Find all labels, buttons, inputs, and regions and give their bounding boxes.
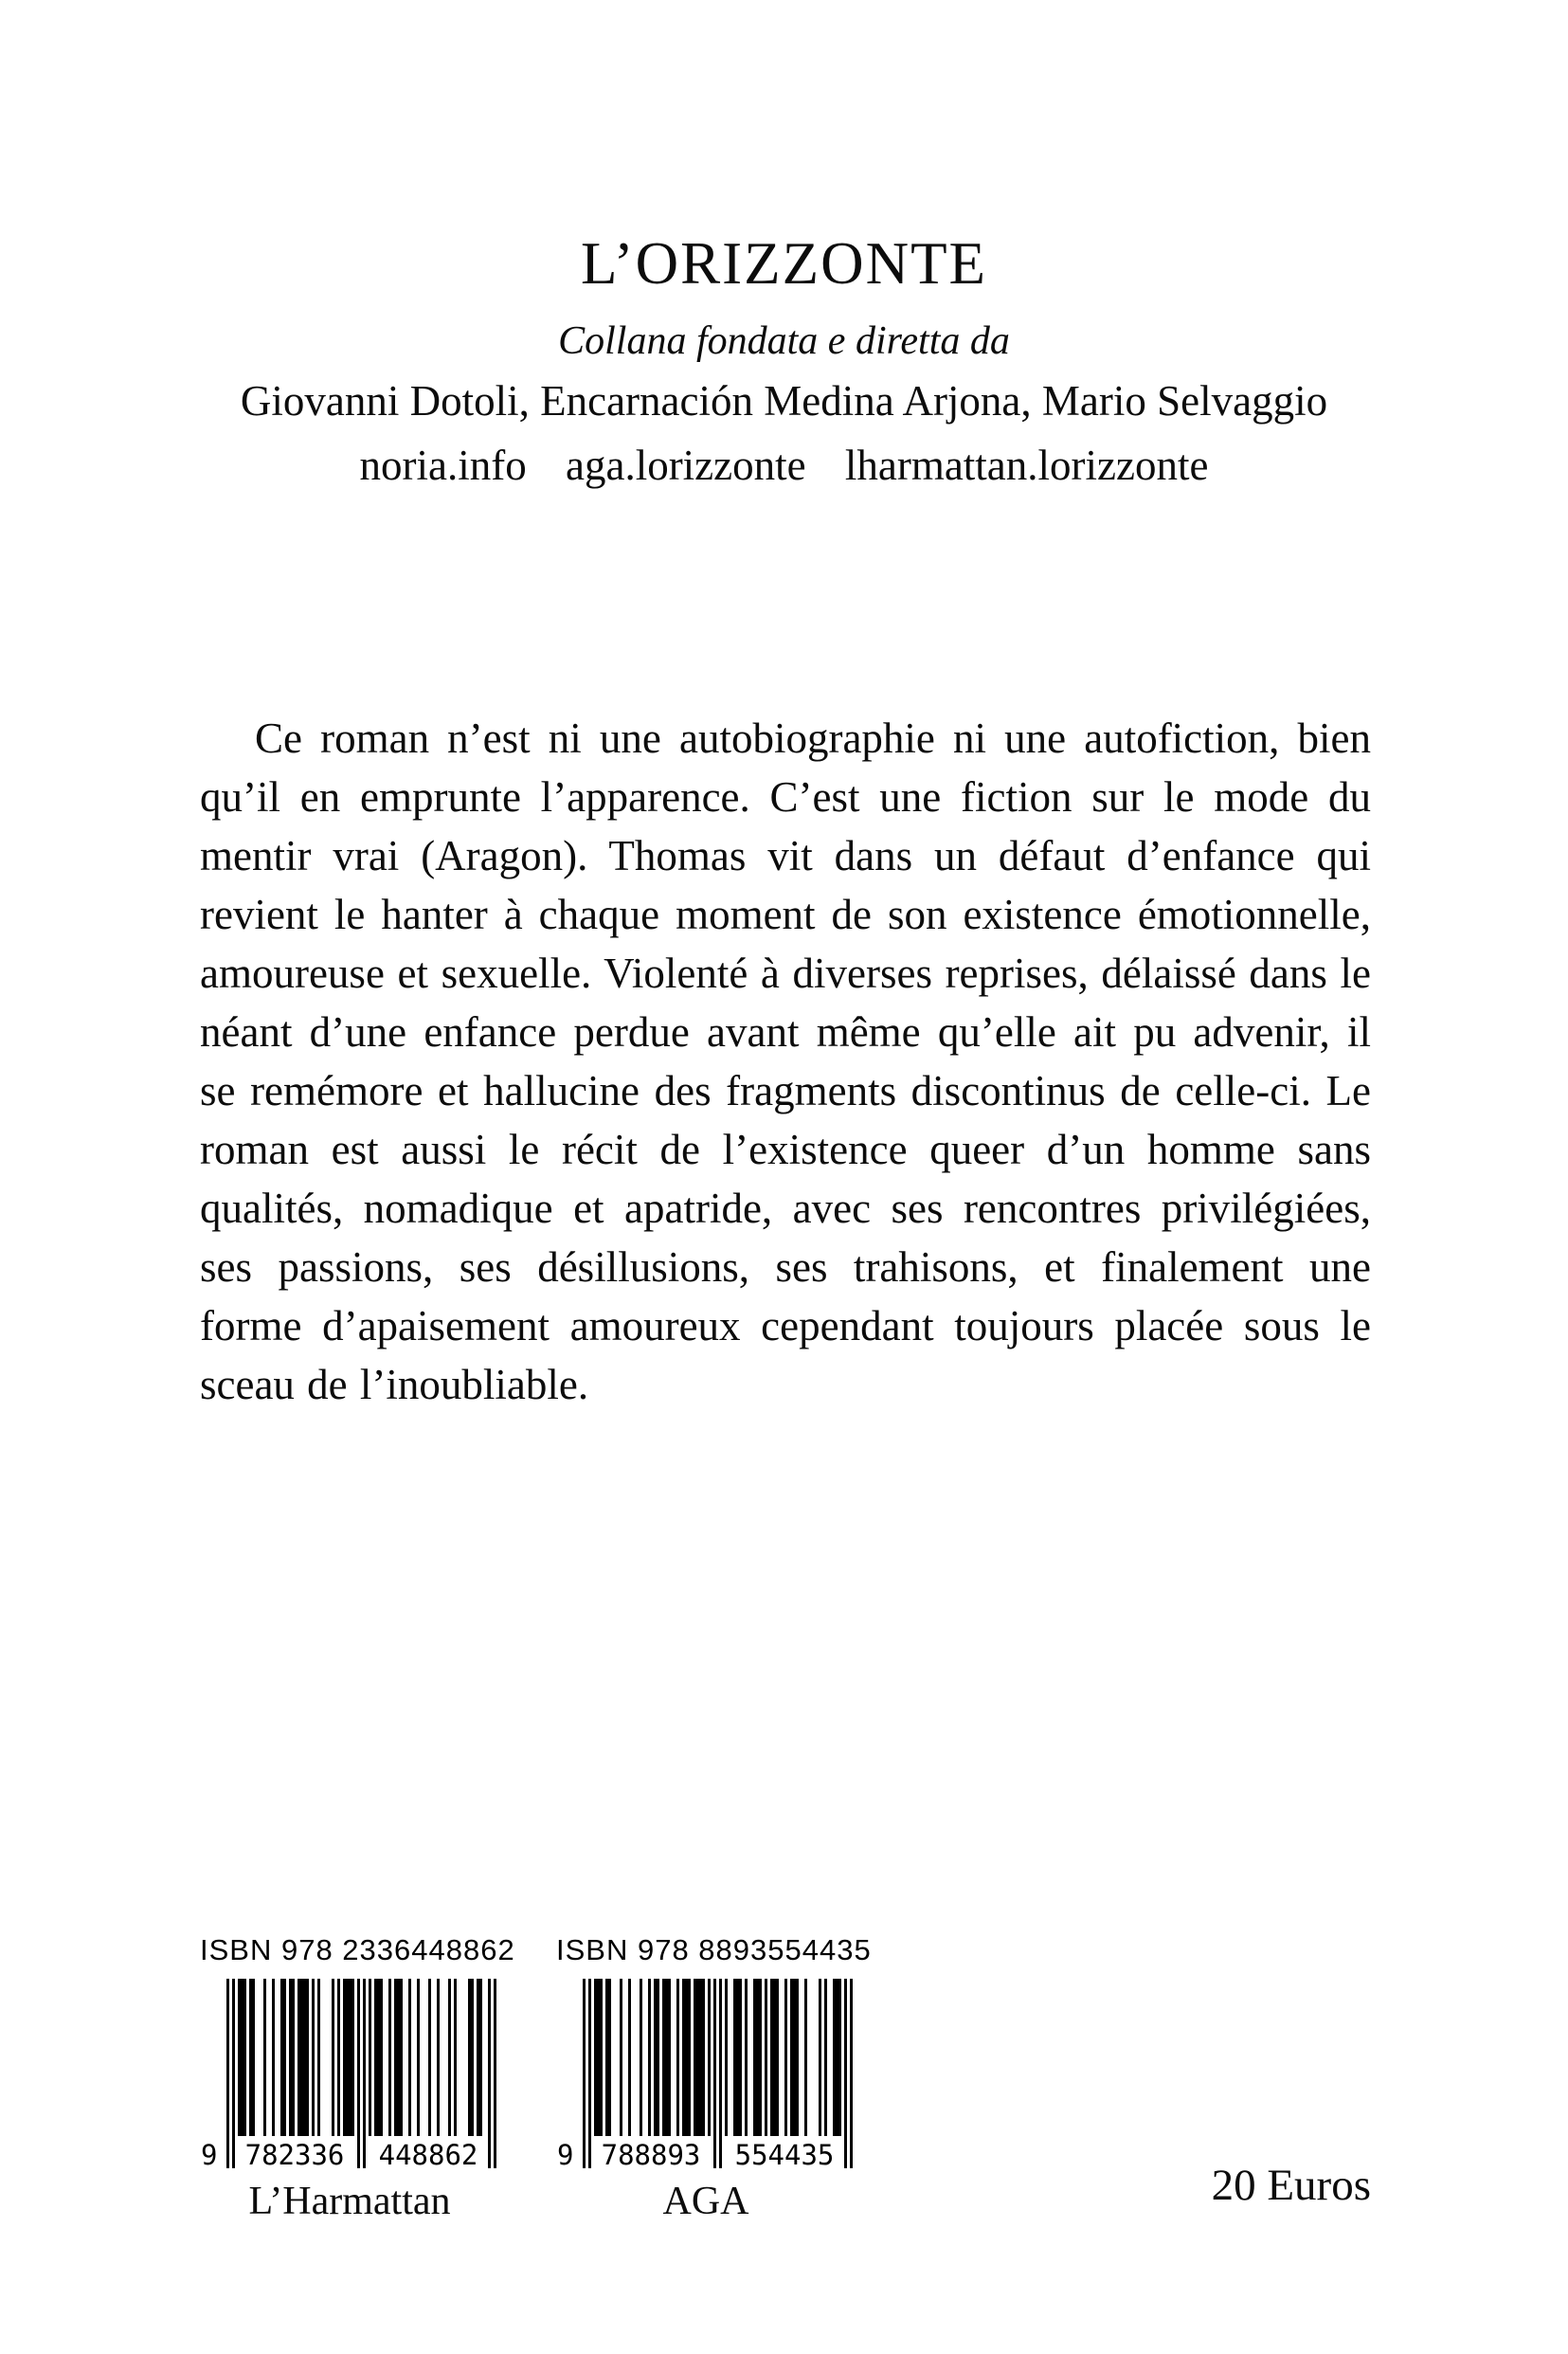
barcode-ean13 [557,1979,853,2171]
link-aga-lorizzonte: aga.lorizzonte [566,442,806,489]
link-noria: noria.info [359,442,527,489]
series-header [0,0,1568,493]
series-title: L’ORIZZONTE [580,230,988,297]
series-links [0,438,1568,493]
isbn-label: ISBN 978 8893554435 [556,1933,872,1966]
back-cover-blurb: Ce roman n’est ni une autobiographie ni une autofiction, bien qu’il en emprunte l’apparence. C’est une fiction sur le mode du mentir vrai (Aragon). Thomas vit dans un défaut d’enfance qui revient le hanter à chaque moment de son existence émotionnelle, amoureuse et sexuelle. Violenté à diverses reprises, délaissé dans le néant d’une enfance perdue avant même qu’elle ait pu advenir, il se remémore et hallucine des fragments discontinus de celle-ci. Le roman est aussi le récit de l’existence queer d’un homme sans qualités, nomadique et apatride, avec ses rencontres privilégiées, ses passions, ses désillusions, ses trahisons, et finalement une forme d’apaisement amoureux cependant toujours placée sous le sceau de l’inoubliable. [200,715,1371,1408]
price-label: 20 Euros [1211,2161,1371,2210]
barcode-digit-group2: 448862 [378,2139,478,2171]
link-lharmattan-lorizzonte: lharmattan.lorizzonte [844,442,1209,489]
footer [200,1933,1371,2246]
barcode-ean13 [201,1979,496,2171]
series-directors: Giovanni Dotoli, Encarnación Medina Arjona, Mario Selvaggio [240,377,1328,425]
barcode-block-harmattan [200,1933,515,2225]
barcode-digit-first: 9 [201,2139,218,2171]
barcode-digit-group1: 788893 [601,2139,701,2171]
barcode-digit-group2: 554435 [734,2139,835,2171]
publisher-name: AGA [662,2180,749,2223]
series-subtitle: Collana fondata e diretta da [558,319,1010,363]
barcode-digit-group1: 782336 [244,2139,345,2171]
barcode-digit-first: 9 [557,2139,574,2171]
isbn-label: ISBN 978 2336448862 [200,1933,515,1966]
barcode-block-aga [556,1933,872,2225]
publisher-name: L’Harmattan [248,2180,451,2223]
